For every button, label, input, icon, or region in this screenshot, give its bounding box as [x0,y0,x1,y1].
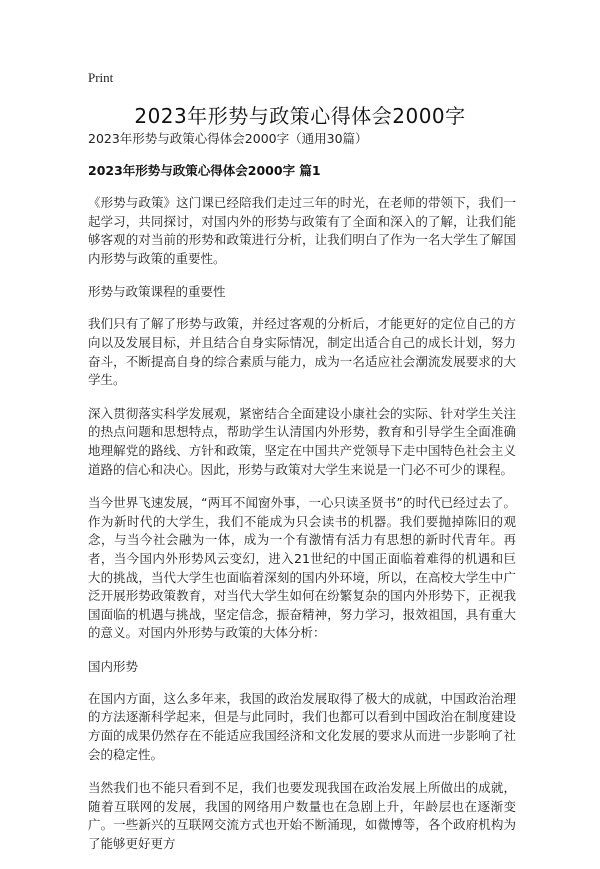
paragraph-scientific-development: 深入贯彻落实科学发展观，紧密结合全面建设小康社会的实际、针对学生关注的热点问题和思想特点，帮助学生认清国内外形势，教育和引导学生全面准确地理解党的路线、方针和政策，坚定在中国共产党领导下走中国特色社会主义道路的信心和决心。因此，形势与政策对大学生来说是一门必不可少的课程。 [88,405,516,477]
print-label: Print [88,70,114,85]
paragraph-intro: 《形势与政策》这门课已经陪我们走过三年的时光，在老师的带领下，我们一起学习，共同探讨，对国内外的形势与政策有了全面和深入的了解，让我们能够客观的对当前的形势和政策进行分析，让我们明白了作为一名大学生了解国内形势与政策的重要性。 [88,195,516,266]
heading-domestic-situation: 国内形势 [88,658,139,674]
document-title: 2023年形势与政策心得体会2000字 [134,104,466,128]
paragraph-understanding: 我们只有了解了形势与政策，并经过客观的分析后，才能更好的定位自己的方向以及发展目标，并且结合自身实际情况，制定出适合自己的成长计划，努力奋斗，不断提高自身的综合素质与能力，成为一名适应社会潮流发展要求的大学生。 [88,316,516,388]
paragraph-internet-development: 当然我们也不能只看到不足，我们也要发现我国在政治发展上所做出的成就，随着互联网的发展，我国的网络用户数量也在急剧上升，年龄层也在逐渐变广。一些新兴的互联网交流方式也开始不断涌现，如微博等，各个政府机构为了能够更好更方 [88,780,516,852]
document-subtitle: 2023年形势与政策心得体会2000字（通用30篇） [88,131,368,146]
document-body [88,130,516,869]
heading-course-importance: 形势与政策课程的重要性 [88,284,226,300]
paragraph-domestic-politics: 在国内方面，这么多年来，我国的政治发展取得了极大的成就，中国政治治理的方法逐渐科学起来，但是与此同时，我们也都可以看到中国政治在制度建设方面的成果仍然存在不能适应我国经济和文化发展的要求从而进一步影响了社会的稳定性。 [88,690,516,762]
paragraph-world-development: 当今世界飞速发展，“两耳不闻窗外事，一心只读圣贤书”的时代已经过去了。作为新时代的大学生，我们不能成为只会读书的机器。我们要抛掉陈旧的观念，与当今社会融为一体，成为一个有激情有活力有思想的新时代青年。再者，当今国内外形势风云变幻，进入21世纪的中国正面临着难得的机遇和巨大的挑战，当代大学生也面临着深刻的国内外环境，所以，在高校大学生中广泛开展形势政策教育，对当代大学生如何在纷繁复杂的国内外形势下，正视我国面临的机遇与挑战，坚定信念，振奋精神，努力学习，报效祖国，具有重大的意义。对国内外形势与政策的大体分析： [88,495,516,641]
section-title: 2023年形势与政策心得体会2000字 篇1 [88,163,321,178]
